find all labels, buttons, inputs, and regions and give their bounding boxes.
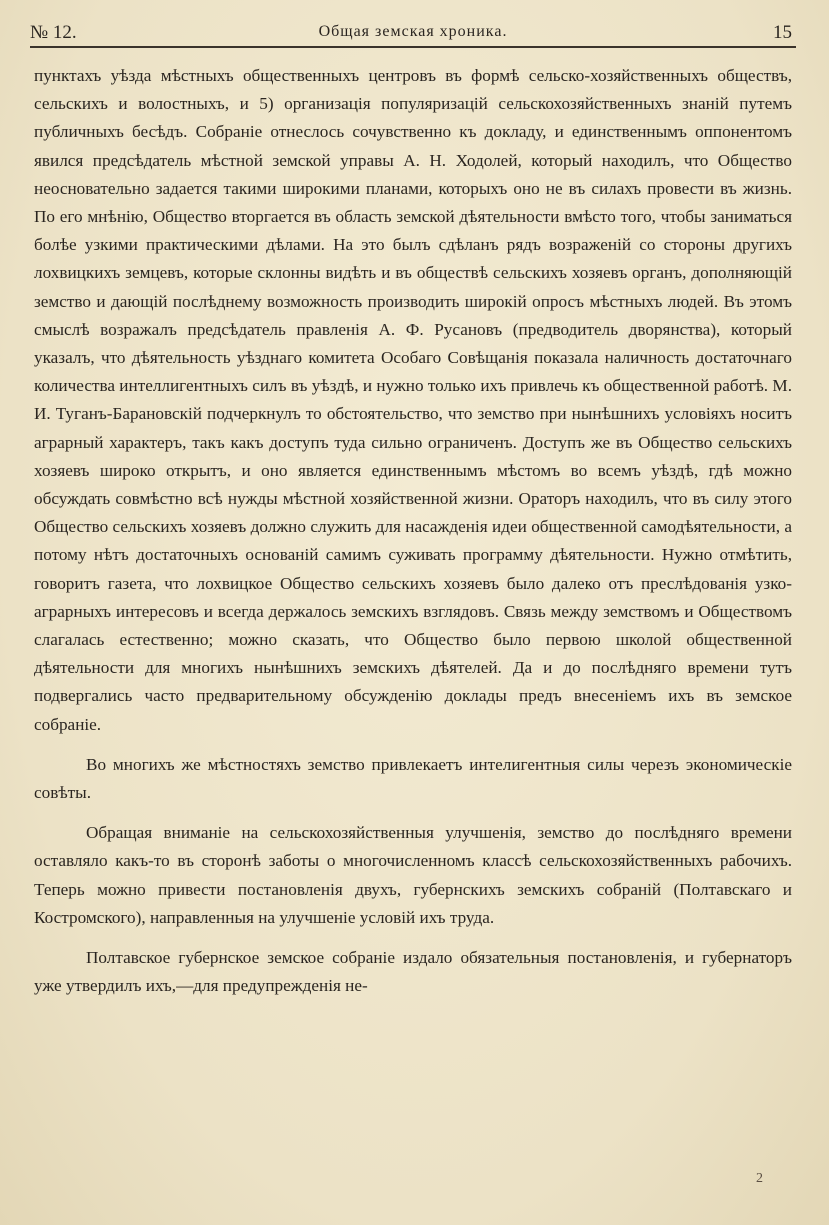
article-body [34, 62, 792, 1001]
paragraph-1: пунктахъ уѣзда мѣстныхъ общественныхъ центровъ въ формѣ сельско-хозяйственныхъ обществъ, сельскихъ и волостныхъ, и 5) организація популяризацій сельскохозяйственныхъ знаній путемъ публичныхъ бесѣдъ. Собраніе отнеслось сочувственно къ докладу, и единственнымъ оппонентомъ явился предсѣдатель мѣстной земской управы А. Н. Ходолей, который находилъ, что Общество неосновательно задается такими широкими планами, которыхъ оно не въ силахъ провести въ жизнь. По его мнѣнію, Общество вторгается въ область земской дѣятельности вмѣсто того, чтобы заниматься болѣе узкими практическими дѣлами. На это былъ сдѣланъ рядъ возраженій со стороны другихъ лохвицкихъ земцевъ, которые склонны видѣть и въ обществѣ сельскихъ хозяевъ органъ, дополняющій земство и дающій послѣднему возможность производить широкій опросъ мѣстныхъ людей. Въ этомъ смыслѣ возражалъ предсѣдатель правленія А. Ф. Русановъ (предводитель дворянства), который указалъ, что дѣятельность уѣзднаго комитета Особаго Совѣщанія показала наличность достаточнаго количества интеллигентныхъ силъ въ уѣздѣ, и нужно только ихъ привлечь къ общественной работѣ. М. И. Туганъ-Барановскій подчеркнулъ то обстоятельство, что земство при нынѣшнихъ условіяхъ носитъ аграрный характеръ, такъ какъ доступъ туда сильно ограниченъ. Доступъ же въ Общество сельскихъ хозяевъ широко открытъ, и оно является единственнымъ мѣстомъ во всемъ уѣздѣ, гдѣ можно обсуждать совмѣстно всѣ нужды мѣстной хозяйственной жизни. Ораторъ находилъ, что въ силу этого Общество сельскихъ хозяевъ должно служить для насажденія идеи общественной самодѣятельности, а потому нѣтъ достаточныхъ основаній самимъ суживать программу дѣятельности. Нужно отмѣтить, говоритъ газета, что лохвицкое Общество сельскихъ хозяевъ было далеко отъ преслѣдованія узко-аграрныхъ интересовъ и всегда держалось земскихъ взглядовъ. Связь между земствомъ и Обществомъ слагалась естественно; можно сказать, что Общество было первою школой общественной дѣятельности для многихъ нынѣшнихъ земскихъ дѣятелей. Да и до послѣдняго времени тутъ подвергались часто предварительному обсужденію доклады предъ внесеніемъ ихъ въ земское собраніе. [34, 66, 792, 734]
issue-number: № 12. [30, 22, 77, 43]
signature-mark: 2 [756, 1171, 763, 1186]
paragraph-4: Полтавское губернское земское собраніе издало обязательныя постановленія, и губернаторъ уже утвердилъ ихъ,—для предупрежденія не- [34, 948, 792, 996]
running-header [30, 20, 796, 48]
page-number: 15 [773, 22, 792, 43]
paragraph-3: Обращая вниманіе на сельскохозяйственныя улучшенія, земство до послѣдняго времени оставляло какъ-то въ сторонѣ заботы о многочисленномъ классѣ сельскохозяйственныхъ рабочихъ. Теперь можно привести постановленія двухъ, губернскихъ земскихъ собраній (Полтавскаго и Костромского), направленныя на улучшеніе условій ихъ труда. [34, 823, 792, 927]
section-title: Общая земская хроника. [318, 23, 508, 40]
paragraph-2: Во многихъ же мѣстностяхъ земство привлекаетъ интелигентныя силы черезъ экономическіе совѣты. [34, 754, 792, 803]
